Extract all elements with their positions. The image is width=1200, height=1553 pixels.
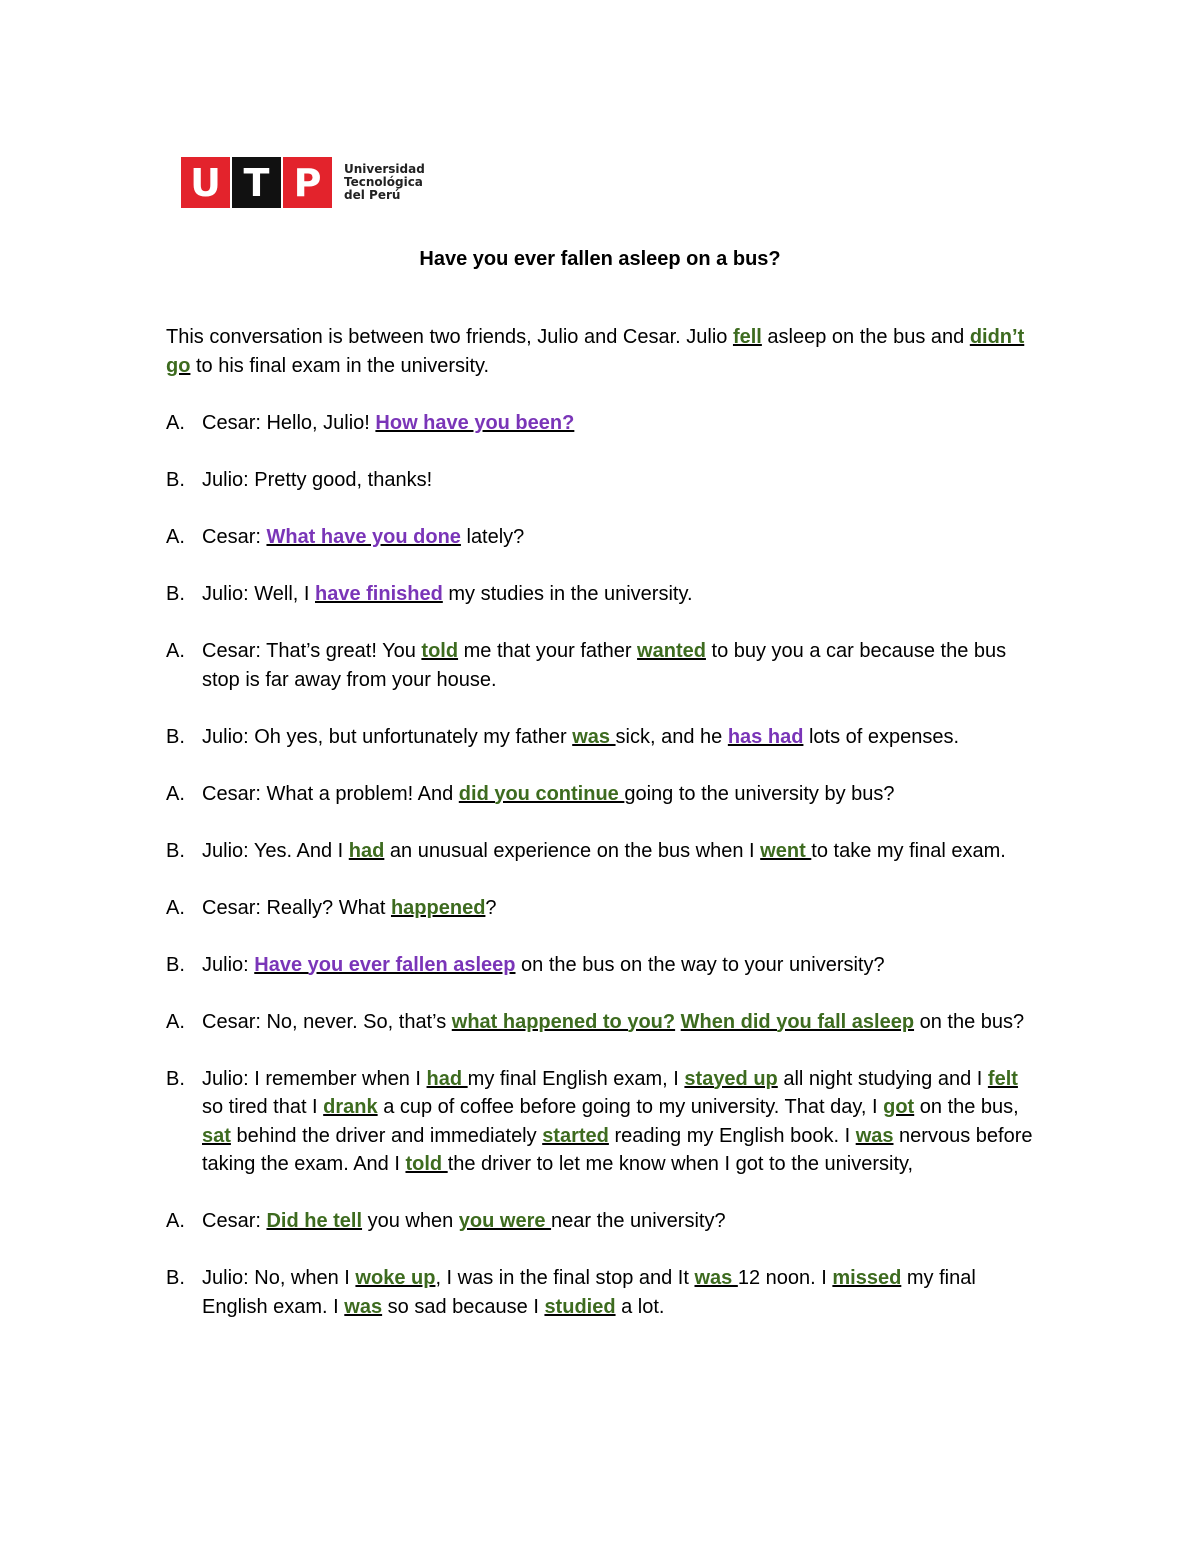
speaker-marker: B. xyxy=(166,725,185,748)
text-segment: Julio: Oh yes, but unfortunately my father xyxy=(202,725,573,748)
text-segment: to buy you a car because the bus stop is far away from your house. xyxy=(202,640,1007,691)
highlighted-verb: told xyxy=(421,640,459,662)
speaker-marker: A. xyxy=(166,526,185,548)
highlighted-verb: didn’t go xyxy=(166,326,1025,377)
highlighted-verb: How have you been? xyxy=(375,412,575,434)
highlighted-verb: sat xyxy=(202,1124,231,1147)
speaker-marker: A. xyxy=(166,640,185,662)
text-segment: you when xyxy=(362,1210,459,1232)
text-segment: Julio: Pretty good, thanks! xyxy=(202,469,433,491)
dialogue-text xyxy=(202,409,1036,438)
text-segment: going to the university by bus? xyxy=(624,782,895,805)
dialogue-text xyxy=(202,1008,1036,1037)
text-segment: Julio: Yes. And I xyxy=(202,839,349,862)
speaker-marker: A. xyxy=(166,412,185,434)
highlighted-verb: Have you ever fallen asleep xyxy=(254,953,516,976)
text-segment: Julio: Well, I xyxy=(202,583,315,605)
text-segment: Julio: No, when I xyxy=(202,1267,356,1289)
text-segment: to his final exam in the university. xyxy=(190,355,490,377)
text-segment: so tired that I xyxy=(202,1096,324,1118)
text-segment: reading my English book. I xyxy=(608,1124,856,1147)
text-segment: near the university? xyxy=(551,1210,726,1232)
dialogue-line xyxy=(166,409,1036,438)
dialogue-line xyxy=(166,1207,1036,1236)
dialogue-text xyxy=(202,951,1036,980)
highlighted-verb: Did he tell xyxy=(266,1210,363,1232)
text-segment: the driver to let me know when I got to the university, xyxy=(447,1153,914,1175)
logo-letter-u: U xyxy=(181,157,230,208)
logo-wordmark xyxy=(344,157,425,208)
text-segment: Cesar: That’s great! You xyxy=(202,640,422,662)
speaker-marker: B. xyxy=(166,839,185,862)
dialogue-line xyxy=(166,723,1036,752)
text-segment: my studies in the university. xyxy=(442,583,693,605)
dialogue-text xyxy=(202,580,1036,609)
highlighted-verb: was xyxy=(855,1124,894,1147)
highlighted-verb: what happened to you? xyxy=(451,1010,676,1033)
highlighted-verb: went xyxy=(760,839,812,862)
logo-letter-p: P xyxy=(283,157,332,208)
text-segment: Cesar: Hello, Julio! xyxy=(202,412,376,434)
highlighted-verb: was xyxy=(344,1295,383,1318)
logo-letter-t: T xyxy=(232,157,281,208)
dialogue-line xyxy=(166,894,1036,923)
dialogue-text xyxy=(202,723,1036,752)
text-segment: an unusual experience on the bus when I xyxy=(384,839,761,862)
text-segment: a cup of coffee before going to my university. That day, I xyxy=(377,1096,884,1118)
text-segment: nervous before taking the exam. And I xyxy=(202,1124,1033,1175)
highlighted-verb: got xyxy=(883,1096,915,1118)
logo-line-2: Tecnológica xyxy=(344,175,423,189)
utp-logo xyxy=(181,157,425,208)
text-segment: on the bus? xyxy=(914,1010,1025,1033)
speaker-marker: B. xyxy=(166,1267,185,1289)
speaker-marker: A. xyxy=(166,782,185,805)
speaker-marker: B. xyxy=(166,469,185,491)
dialogue-text xyxy=(202,894,1036,923)
highlighted-verb: started xyxy=(542,1124,609,1147)
text-segment: asleep on the bus and xyxy=(761,326,970,348)
dialogue-line xyxy=(166,466,1036,495)
speaker-marker: B. xyxy=(166,953,185,976)
dialogue-line xyxy=(166,951,1036,980)
highlighted-verb: was xyxy=(572,725,616,748)
text-segment: so sad because I xyxy=(382,1295,545,1318)
speaker-marker: B. xyxy=(166,583,185,605)
document-title: Have you ever fallen asleep on a bus? xyxy=(419,248,781,270)
logo-line-3: del Perú xyxy=(344,188,401,202)
text-segment: Cesar: xyxy=(202,526,267,548)
text-segment: Julio: xyxy=(202,953,255,976)
dialogue-text xyxy=(202,1065,1036,1179)
text-segment: to take my final exam. xyxy=(811,839,1006,862)
dialogue-text xyxy=(202,1264,1036,1321)
text-segment: my final English exam. I xyxy=(202,1267,976,1318)
dialogue-list xyxy=(166,409,1036,1350)
dialogue-line xyxy=(166,1065,1036,1179)
text-segment: behind the driver and immediately xyxy=(230,1124,543,1147)
highlighted-verb: felt xyxy=(987,1067,1018,1090)
speaker-marker: A. xyxy=(166,1010,185,1033)
text-segment: Cesar: No, never. So, that’s xyxy=(202,1010,452,1033)
highlighted-verb: When did you fall asleep xyxy=(680,1010,915,1033)
text-segment: , I was in the final stop and It xyxy=(435,1267,695,1289)
highlighted-verb: What have you done xyxy=(266,526,461,548)
highlighted-verb: studied xyxy=(544,1295,616,1318)
dialogue-line xyxy=(166,637,1036,694)
highlighted-verb: did you continue xyxy=(458,782,625,805)
dialogue-text xyxy=(202,523,1036,552)
dialogue-line xyxy=(166,780,1036,809)
speaker-marker: A. xyxy=(166,1210,185,1232)
highlighted-verb: told xyxy=(405,1153,448,1175)
dialogue-line xyxy=(166,1264,1036,1321)
highlighted-verb: drank xyxy=(323,1096,378,1118)
highlighted-verb: wanted xyxy=(637,640,706,662)
text-segment: lately? xyxy=(460,526,525,548)
highlighted-verb: had xyxy=(348,839,385,862)
text-segment: sick, and he xyxy=(615,725,728,748)
highlighted-verb: have finished xyxy=(315,583,443,605)
highlighted-verb: you were xyxy=(458,1210,552,1232)
text-segment: Cesar: What a problem! And xyxy=(202,782,459,805)
dialogue-text xyxy=(202,780,1036,809)
highlighted-verb: happened xyxy=(390,896,486,919)
dialogue-line xyxy=(166,1008,1036,1037)
dialogue-line xyxy=(166,523,1036,552)
text-segment: Cesar: xyxy=(202,1210,267,1232)
speaker-marker: A. xyxy=(166,896,185,919)
text-segment: on the bus on the way to your university? xyxy=(515,953,885,976)
logo-line-1: Universidad xyxy=(344,162,425,176)
speaker-marker: B. xyxy=(166,1067,185,1090)
highlighted-verb: had xyxy=(426,1067,468,1090)
highlighted-verb: woke up xyxy=(355,1267,436,1289)
dialogue-text xyxy=(202,1207,1036,1236)
text-segment: lots of expenses. xyxy=(803,725,960,748)
text-segment: 12 noon. I xyxy=(737,1267,833,1289)
dialogue-text xyxy=(202,466,1036,495)
text-segment: my final English exam, I xyxy=(467,1067,685,1090)
text-segment: Cesar: Really? What xyxy=(202,896,391,919)
dialogue-text xyxy=(202,637,1036,694)
highlighted-verb: missed xyxy=(832,1267,902,1289)
dialogue-line xyxy=(166,837,1036,866)
text-segment: Julio: I remember when I xyxy=(202,1067,427,1090)
highlighted-verb: has had xyxy=(727,725,804,748)
text-segment: This conversation is between two friends, Julio and Cesar. Julio xyxy=(166,326,733,348)
text-segment: a lot. xyxy=(615,1295,665,1318)
highlighted-verb: was xyxy=(694,1267,738,1289)
text-segment: on the bus, xyxy=(914,1096,1019,1118)
dialogue-text xyxy=(202,837,1036,866)
highlighted-verb: stayed up xyxy=(684,1067,778,1090)
text-segment: me that your father xyxy=(458,640,638,662)
dialogue-line xyxy=(166,580,1036,609)
text-segment: all night studying and I xyxy=(777,1067,988,1090)
intro-paragraph xyxy=(166,323,1036,381)
text-segment: ? xyxy=(485,896,497,919)
highlighted-verb: fell xyxy=(732,326,762,348)
